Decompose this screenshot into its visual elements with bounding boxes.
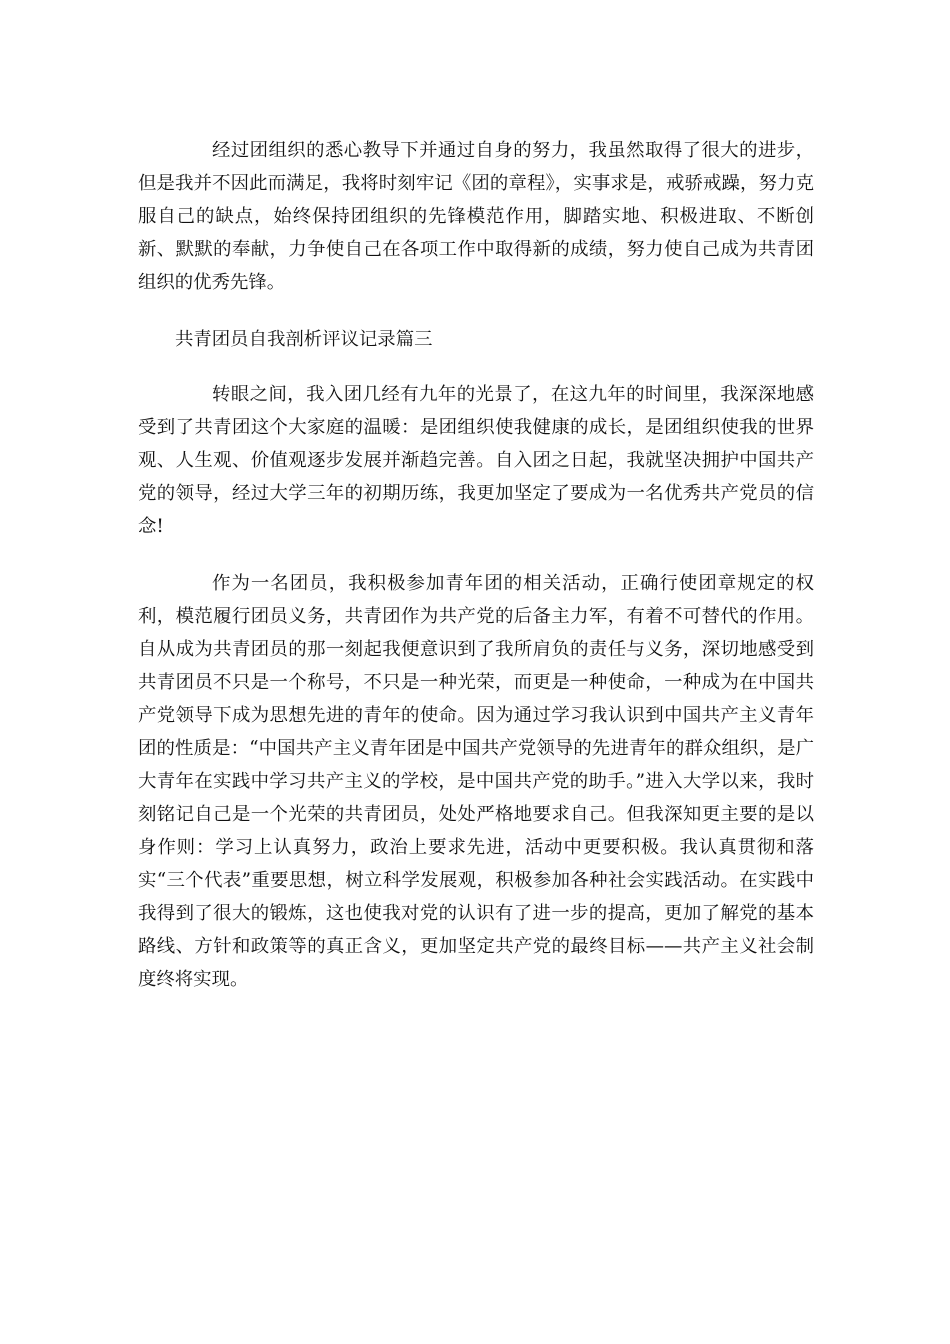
document-body: [138, 134, 814, 996]
paragraph-league-member: 作为一名团员，我积极参加青年团的相关活动，正确行使团章规定的权利，模范履行团员义务，共青团作为共产党的后备主力军，有着不可替代的作用。自从成为共青团员的那一刻起我便意识到了我所肩负的责任与义务，深切地感受到共青团员不只是一个称号，不只是一种光荣，而更是一种使命，一种成为在中国共产党领导下成为思想先进的青年的使命。因为通过学习我认识到中国共产主义青年团的性质是：“中国共产主义青年团是中国共产党领导的先进青年的群众组织，是广大青年在实践中学习共产主义的学校，是中国共产党的助手。”进入大学以来，我时刻铭记自己是一个光荣的共青团员，处处严格地要求自己。但我深知更主要的是以身作则：学习上认真努力，政治上要求先进，活动中更要积极。我认真贯彻和落实“三个代表”重要思想，树立科学发展观，积极参加各种社会实践活动。在实践中我得到了很大的锻炼，这也使我对党的认识有了进一步的提高，更加了解党的基本路线、方针和政策等的真正含义，更加坚定共产党的最终目标——共产主义社会制度终将实现。: [138, 573, 814, 990]
section-heading: 共青团员自我剖析评议记录篇三: [175, 329, 433, 350]
paragraph-progress-summary: 经过团组织的悉心教导下并通过自身的努力，我虽然取得了很大的进步，但是我并不因此而满足，我将时刻牢记《团的章程》，实事求是，戒骄戒躁，努力克服自己的缺点，始终保持团组织的先锋模范作用，脚踏实地、积极进取、不断创新、默默的奉献，力争使自己在各项工作中取得新的成绩，努力使自己成为共青团组织的优秀先锋。: [138, 140, 814, 293]
paragraph-nine-years: 转眼之间，我入团几经有九年的光景了，在这九年的时间里，我深深地感受到了共青团这个大家庭的温暖：是团组织使我健康的成长，是团组织使我的世界观、人生观、价值观逐步发展并渐趋完善。自入团之日起，我就坚决拥护中国共产党的领导，经过大学三年的初期历练，我更加坚定了要成为一名优秀共产党员的信念!: [138, 384, 814, 537]
